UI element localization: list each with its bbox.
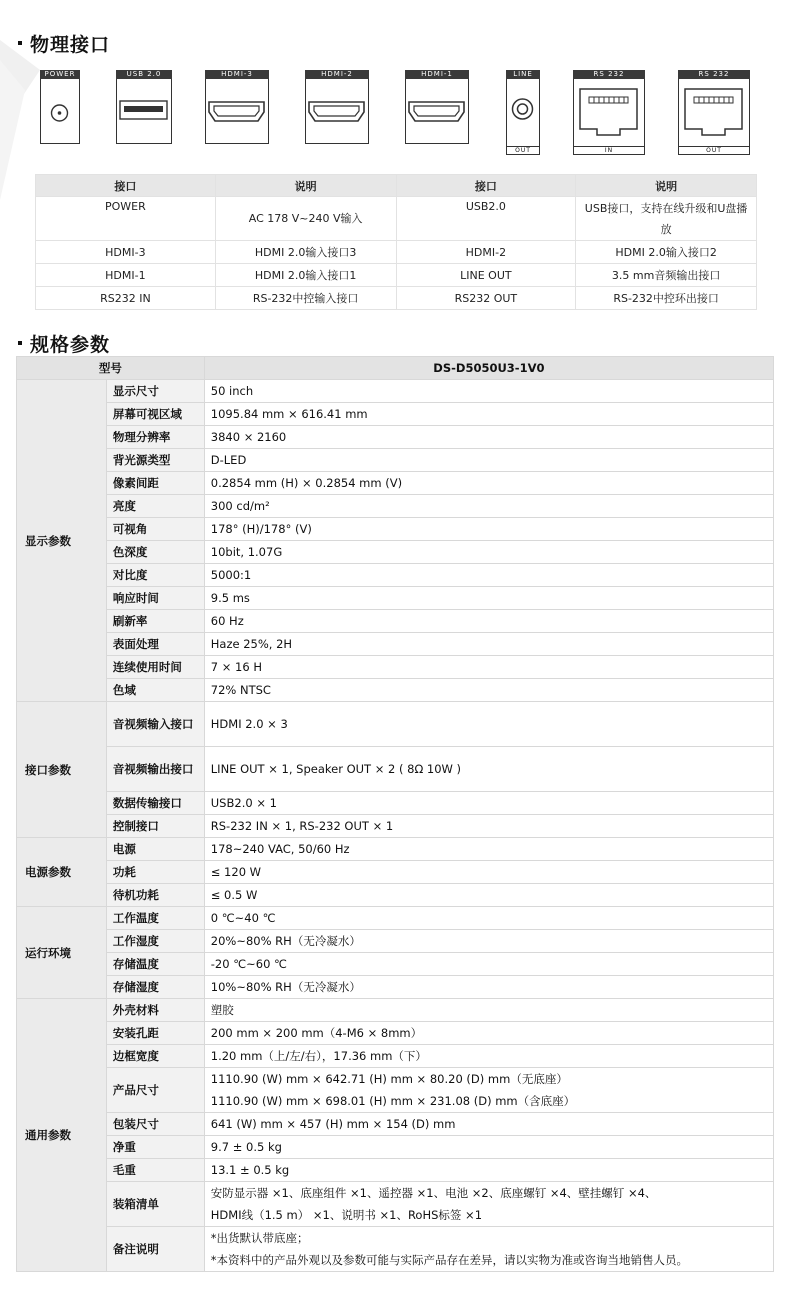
header-cell: 接口 <box>36 175 216 197</box>
spec-key: 表面处理 <box>106 633 204 656</box>
port-line-out <box>506 70 540 155</box>
port-label: HDMI-2 <box>305 70 369 79</box>
port-table <box>35 174 757 310</box>
table-cell: RS232 IN <box>36 287 216 310</box>
spec-value: LINE OUT × 1, Speaker OUT × 2 ( 8Ω 10W ) <box>204 747 773 792</box>
spec-value: 5000:1 <box>204 564 773 587</box>
spec-key: 安装孔距 <box>106 1022 204 1045</box>
spec-key: 外壳材料 <box>106 999 204 1022</box>
spec-value: 178° (H)/178° (V) <box>204 518 773 541</box>
port-label: RS 232 <box>678 70 750 79</box>
spec-key: 屏幕可视区域 <box>106 403 204 426</box>
table-row <box>17 426 774 449</box>
table-row <box>17 930 774 953</box>
spec-key: 控制接口 <box>106 815 204 838</box>
spec-value: 1.20 mm（上/左/右），17.36 mm（下） <box>204 1045 773 1068</box>
spec-value: HDMI 2.0 × 3 <box>204 702 773 747</box>
table-row <box>17 861 774 884</box>
table-row <box>17 380 774 403</box>
table-row <box>36 287 757 310</box>
spec-key: 净重 <box>106 1136 204 1159</box>
table-row <box>17 564 774 587</box>
table-row <box>17 1227 774 1272</box>
bullet-icon <box>18 341 22 345</box>
table-row <box>17 1022 774 1045</box>
table-row <box>17 495 774 518</box>
spec-key: 工作温度 <box>106 907 204 930</box>
table-cell: USB2.0 <box>396 197 576 241</box>
table-row <box>17 1136 774 1159</box>
spec-value: 50 inch <box>204 380 773 403</box>
port-hdmi-3 <box>205 70 269 144</box>
spec-key: 装箱清单 <box>106 1182 204 1227</box>
spec-category: 通用参数 <box>17 999 107 1272</box>
spec-key: 备注说明 <box>106 1227 204 1272</box>
spec-key: 数据传输接口 <box>106 792 204 815</box>
port-direction-label: IN <box>573 147 645 155</box>
spec-value: 60 Hz <box>204 610 773 633</box>
spec-value-line: HDMI线（1.5 m） ×1、说明书 ×1、RoHS标签 ×1 <box>210 1208 483 1222</box>
spec-value: 300 cd/m² <box>204 495 773 518</box>
spec-value: 9.5 ms <box>204 587 773 610</box>
table-row <box>17 907 774 930</box>
spec-key: 音视频输入接口 <box>106 702 204 747</box>
spec-value: ≤ 0.5 W <box>204 884 773 907</box>
spec-key: 可视角 <box>106 518 204 541</box>
port-direction-label: OUT <box>678 147 750 155</box>
spec-value-line: *出货默认带底座； <box>210 1231 309 1245</box>
spec-key: 电源 <box>106 838 204 861</box>
table-row <box>17 792 774 815</box>
table-row <box>36 241 757 264</box>
table-row <box>17 1182 774 1227</box>
spec-value: 3840 × 2160 <box>204 426 773 449</box>
table-row <box>17 541 774 564</box>
table-cell: RS-232中控环出接口 <box>576 287 757 310</box>
port-rs232-in <box>573 70 645 155</box>
model-value: DS-D5050U3-1V0 <box>204 357 773 380</box>
spec-value: Haze 25%, 2H <box>204 633 773 656</box>
port-label: HDMI-1 <box>405 70 469 79</box>
table-row <box>17 403 774 426</box>
spec-key: 功耗 <box>106 861 204 884</box>
spec-value <box>204 1068 773 1113</box>
power-jack-icon <box>41 79 78 142</box>
spec-value: -20 ℃~60 ℃ <box>204 953 773 976</box>
section-title-physical-ports: 物理接口 <box>18 30 110 57</box>
table-row <box>17 747 774 792</box>
spec-category: 运行环境 <box>17 907 107 999</box>
spec-value-line: *本资料中的产品外观以及参数可能与实际产品存在差异，请以实物为准或咨询当地销售人员。 <box>210 1253 689 1267</box>
spec-category: 电源参数 <box>17 838 107 907</box>
port-label: RS 232 <box>573 70 645 79</box>
port-label: POWER <box>40 70 80 79</box>
table-cell: 3.5 mm音频输出接口 <box>576 264 757 287</box>
header-cell: 说明 <box>215 175 396 197</box>
port-hdmi-1 <box>405 70 469 144</box>
table-row <box>17 679 774 702</box>
spec-key: 背光源类型 <box>106 449 204 472</box>
table-row <box>17 656 774 679</box>
table-cell: HDMI-1 <box>36 264 216 287</box>
spec-key: 物理分辨率 <box>106 426 204 449</box>
spec-table <box>16 356 774 1272</box>
table-row <box>17 1159 774 1182</box>
rj45-port-icon <box>679 79 748 145</box>
spec-value: 72% NTSC <box>204 679 773 702</box>
spec-value: ≤ 120 W <box>204 861 773 884</box>
table-row <box>17 1045 774 1068</box>
spec-key: 色域 <box>106 679 204 702</box>
spec-value-line: 1110.90 (W) mm × 642.71 (H) mm × 80.20 (D) mm（无底座） <box>210 1072 568 1086</box>
table-row <box>17 518 774 541</box>
table-cell: HDMI-2 <box>396 241 576 264</box>
usb-port-icon <box>117 79 170 142</box>
table-cell: HDMI 2.0输入接口2 <box>576 241 757 264</box>
table-row <box>17 449 774 472</box>
table-row <box>36 197 757 241</box>
spec-category: 接口参数 <box>17 702 107 838</box>
table-row <box>17 1113 774 1136</box>
spec-key: 刷新率 <box>106 610 204 633</box>
table-row <box>17 815 774 838</box>
spec-value: 0.2854 mm (H) × 0.2854 mm (V) <box>204 472 773 495</box>
table-row <box>17 587 774 610</box>
spec-value-line: 安防显示器 ×1、底座组件 ×1、遥控器 ×1、电池 ×2、底座螺钉 ×4、壁挂螺钉 ×4、 <box>210 1186 657 1200</box>
port-usb <box>116 70 172 144</box>
spec-key: 毛重 <box>106 1159 204 1182</box>
table-cell: RS232 OUT <box>396 287 576 310</box>
table-row <box>17 702 774 747</box>
spec-value: USB2.0 × 1 <box>204 792 773 815</box>
spec-key: 待机功耗 <box>106 884 204 907</box>
table-row <box>17 472 774 495</box>
spec-value: RS-232 IN × 1, RS-232 OUT × 1 <box>204 815 773 838</box>
spec-table-header <box>17 357 774 380</box>
spec-value: 7 × 16 H <box>204 656 773 679</box>
hdmi-port-icon <box>206 79 267 142</box>
table-cell: AC 178 V~240 V输入 <box>215 197 396 241</box>
spec-value: 200 mm × 200 mm（4-M6 × 8mm） <box>204 1022 773 1045</box>
table-cell: HDMI-3 <box>36 241 216 264</box>
spec-value: 10%~80% RH（无冷凝水） <box>204 976 773 999</box>
spec-key: 音视频输出接口 <box>106 747 204 792</box>
table-row <box>17 884 774 907</box>
spec-value <box>204 1227 773 1272</box>
spec-value: 10bit, 1.07G <box>204 541 773 564</box>
spec-value: 13.1 ± 0.5 kg <box>204 1159 773 1182</box>
hdmi-port-icon <box>306 79 367 142</box>
header-cell: 接口 <box>396 175 576 197</box>
spec-value: 641 (W) mm × 457 (H) mm × 154 (D) mm <box>204 1113 773 1136</box>
port-table-header <box>36 175 757 197</box>
spec-value <box>204 1182 773 1227</box>
table-row <box>17 976 774 999</box>
port-hdmi-2 <box>305 70 369 144</box>
spec-value: 9.7 ± 0.5 kg <box>204 1136 773 1159</box>
spec-key: 亮度 <box>106 495 204 518</box>
spec-key: 对比度 <box>106 564 204 587</box>
table-cell: POWER <box>36 197 216 241</box>
spec-key: 包装尺寸 <box>106 1113 204 1136</box>
spec-key: 存储温度 <box>106 953 204 976</box>
spec-key: 产品尺寸 <box>106 1068 204 1113</box>
spec-key: 存储湿度 <box>106 976 204 999</box>
audio-jack-icon <box>507 79 538 145</box>
port-label: HDMI-3 <box>205 70 269 79</box>
spec-key: 色深度 <box>106 541 204 564</box>
spec-key: 工作湿度 <box>106 930 204 953</box>
bullet-icon <box>18 41 22 45</box>
spec-value: D-LED <box>204 449 773 472</box>
table-row <box>36 264 757 287</box>
spec-value: 178~240 VAC, 50/60 Hz <box>204 838 773 861</box>
table-row <box>17 838 774 861</box>
port-power <box>40 70 80 144</box>
table-row <box>17 1068 774 1113</box>
rj45-port-icon <box>574 79 643 145</box>
table-cell: HDMI 2.0输入接口1 <box>215 264 396 287</box>
header-cell: 说明 <box>576 175 757 197</box>
spec-key: 连续使用时间 <box>106 656 204 679</box>
spec-key: 显示尺寸 <box>106 380 204 403</box>
section-title-specifications: 规格参数 <box>18 330 110 357</box>
spec-key: 像素间距 <box>106 472 204 495</box>
spec-category: 显示参数 <box>17 380 107 702</box>
port-label: USB 2.0 <box>116 70 172 79</box>
model-label: 型号 <box>17 357 205 380</box>
spec-value-line: 1110.90 (W) mm × 698.01 (H) mm × 231.08 (D) mm（含底座） <box>210 1094 576 1108</box>
table-row <box>17 953 774 976</box>
spec-key: 边框宽度 <box>106 1045 204 1068</box>
port-label: LINE <box>506 70 540 79</box>
spec-value: 0 ℃~40 ℃ <box>204 907 773 930</box>
spec-value: 1095.84 mm × 616.41 mm <box>204 403 773 426</box>
table-row <box>17 999 774 1022</box>
hdmi-port-icon <box>406 79 467 142</box>
spec-key: 响应时间 <box>106 587 204 610</box>
table-cell: RS-232中控输入接口 <box>215 287 396 310</box>
table-cell: HDMI 2.0输入接口3 <box>215 241 396 264</box>
table-row <box>17 610 774 633</box>
port-direction-label: OUT <box>506 147 540 155</box>
spec-value: 20%~80% RH（无冷凝水） <box>204 930 773 953</box>
port-rs232-out <box>678 70 750 155</box>
spec-value: 塑胶 <box>204 999 773 1022</box>
table-cell: LINE OUT <box>396 264 576 287</box>
table-cell: USB接口，支持在线升级和U盘播放 <box>576 197 757 241</box>
table-row <box>17 633 774 656</box>
